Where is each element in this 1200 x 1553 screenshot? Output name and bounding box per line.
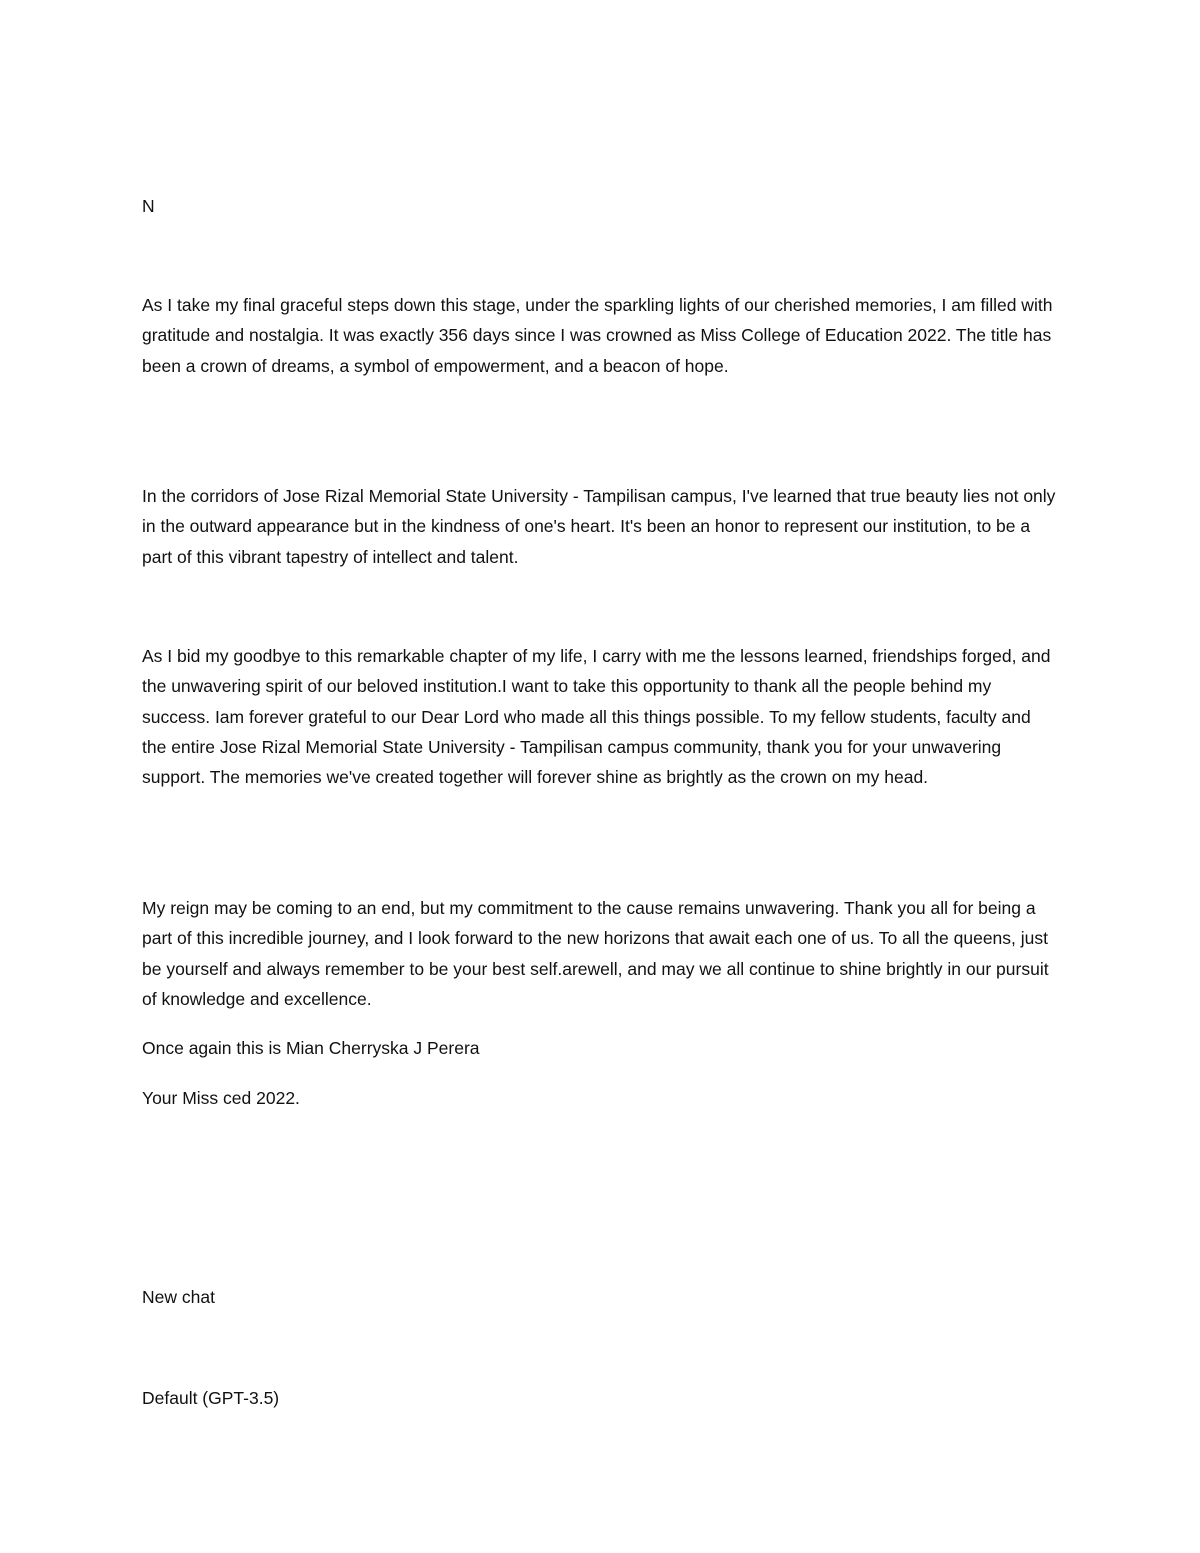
paragraph-opening: As I take my final graceful steps down this stage, under the sparkling lights of our cherished memories, I am filled with gratitude and nostalgia. It was exactly 356 days since I was crowned as Miss College of Education 2022. The title has been a crown of dreams, a symbol of empowerment, and a beacon of hope. xyxy=(142,295,1053,376)
paragraph-closing: My reign may be coming to an end, but my commitment to the cause remains unwavering. Thank you all for being a part of this incredible journey, and I look forward to the new horizons that await each one of us. To all the queens, just be yourself and always remember to be your best self.arewell, and may we all continue to shine brightly in our pursuit of knowledge and excellence. xyxy=(142,898,1049,1009)
signoff-name: Once again this is Mian Cherryska J Perera xyxy=(142,1038,480,1058)
signoff-title: Your Miss ced 2022. xyxy=(142,1088,300,1108)
stray-letter: N xyxy=(142,196,155,216)
paragraph-gratitude: As I bid my goodbye to this remarkable chapter of my life, I carry with me the lessons learned, friendships forged, and the unwavering spirit of our beloved institution.I want to take this opportunity to thank all the people behind my success. Iam forever grateful to our Dear Lord who made all this things possible. To my fellow students, faculty and the entire Jose Rizal Memorial State University - Tampilisan campus community, thank you for your unwavering support. The memories we've created together will forever shine as brightly as the crown on my head. xyxy=(142,646,1051,788)
trailing-text-new-chat: New chat xyxy=(142,1287,215,1307)
paragraph-university: In the corridors of Jose Rizal Memorial State University - Tampilisan campus, I've learned that true beauty lies not only in the outward appearance but in the kindness of one's heart. It's been an honor to represent our institution, to be a part of this vibrant tapestry of intellect and talent. xyxy=(142,486,1056,567)
trailing-text-model: Default (GPT-3.5) xyxy=(142,1388,280,1408)
